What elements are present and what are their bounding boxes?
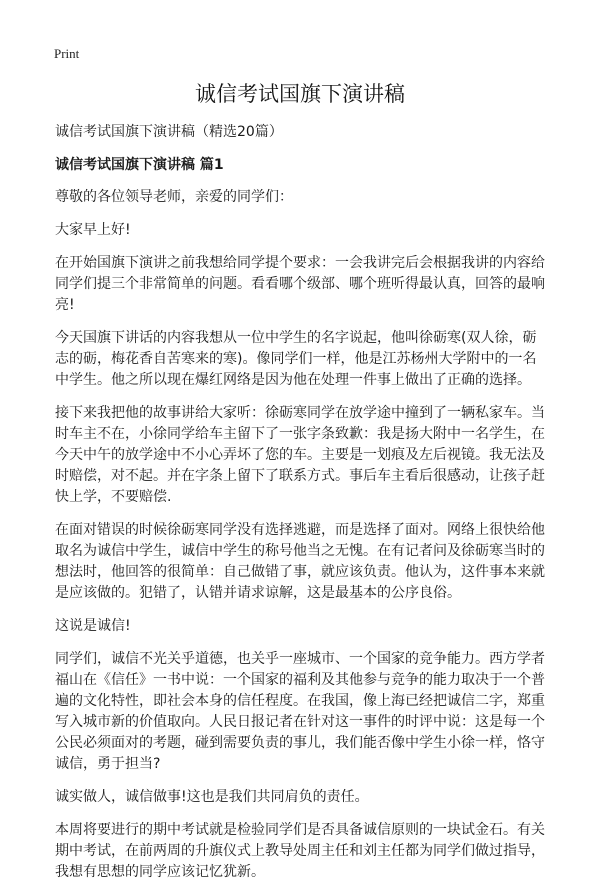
paragraph: 今天国旗下讲话的内容我想从一位中学生的名字说起，他叫徐砺寒(双人徐，砺志的砺，梅花香自苦寒来的寒)。像同学们一样，他是江苏杨州大学附中的一名中学生。他之所以现在爆红网络是因为他在处理一件事上做出了正确的选择。 — [55, 330, 537, 388]
paragraph: 同学们，诚信不光关乎道德，也关乎一座城市、一个国家的竞争能力。西方学者福山在《信任》一书中说：一个国家的福利及其他参与竞争的能力取决于一个普遍的文化特性，即社会本身的信任程度。在我国，像上海已经把诚信二字，郑重写入城市新的价值取向。人民日报记者在针对这一事件的时评中说：这是每一个公民必须面对的考题，碰到需要负责的事儿，我们能否像中学生小徐一样，恪守诚信，勇于担当? — [55, 651, 545, 772]
paragraph: 在面对错误的时候徐砺寒同学没有选择逃避，而是选择了面对。网络上很快给他取名为诚信中学生，诚信中学生的称号他当之无愧。在有记者问及徐砺寒当时的想法时，他回答的很简单：自己做错了事，就应该负责。他认为，这件事本来就是应该做的。犯错了，认错并请求谅解，这是最基本的公序良俗。 — [55, 522, 545, 601]
paragraph: 本周将要进行的期中考试就是检验同学们是否具备诚信原则的一块试金石。有关期中考试，在前两周的升旗仪式上教导处周主任和刘主任都为同学们做过指导，我想有思想的同学应该记忆犹新。 — [55, 822, 545, 880]
paragraph: 大家早上好! — [55, 222, 131, 238]
paragraph: 尊敬的各位领导老师，亲爱的同学们： — [55, 189, 293, 205]
paragraph: 诚实做人，诚信做事!这也是我们共同肩负的责任。 — [55, 789, 369, 805]
subtitle: 诚信考试国旗下演讲稿（精选20篇） — [55, 124, 283, 140]
print-link[interactable]: Print — [54, 46, 80, 61]
paragraph: 这说是诚信! — [55, 618, 131, 634]
paragraph: 在开始国旗下演讲之前我想给同学提个要求：一会我讲完后会根据我讲的内容给同学们提三个非常简单的问题。看看哪个级部、哪个班听得最认真，回答的最响亮! — [55, 255, 545, 313]
paragraph: 接下来我把他的故事讲给大家听：徐砺寒同学在放学途中撞到了一辆私家车。当时车主不在，小徐同学给车主留下了一张字条致歉：我是扬大附中一名学生，在今天中午的放学途中不小心弄坏了您的车。主要是一划痕及左后视镜。我无法及时赔偿，对不起。并在字条上留下了联系方式。事后车主看后很感动，让孩子赶快上学，不要赔偿. — [55, 405, 545, 505]
document-body — [55, 122, 547, 895]
section-heading: 诚信考试国旗下演讲稿 篇1 — [55, 157, 224, 173]
page-title: 诚信考试国旗下演讲稿 — [195, 82, 405, 106]
